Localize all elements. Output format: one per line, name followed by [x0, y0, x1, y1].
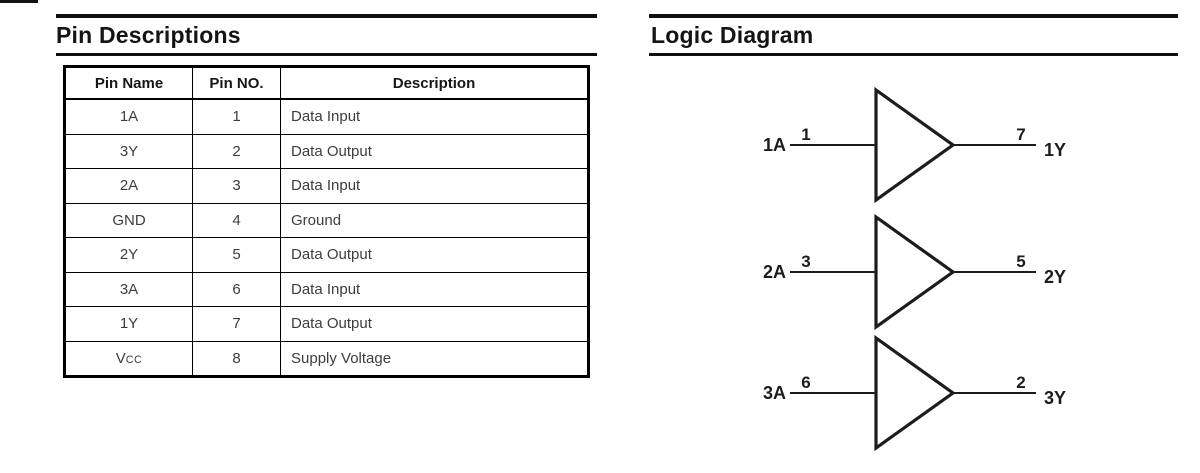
pin-name-cell: GND — [65, 203, 193, 238]
output-pin-number: 7 — [1016, 125, 1026, 144]
pin-name-cell: 2Y — [65, 238, 193, 273]
input-pin-number: 1 — [801, 125, 811, 144]
description-header: Description — [281, 67, 589, 100]
buffer-triangle-icon — [876, 217, 953, 327]
buffer-triangle-icon — [876, 90, 953, 200]
output-label: 2Y — [1044, 267, 1067, 287]
input-label: 3A — [762, 383, 786, 403]
output-label: 1Y — [1044, 140, 1067, 160]
buffer-gate-3 — [763, 338, 1066, 448]
description-cell: Ground — [281, 203, 589, 238]
description-cell: Data Input — [281, 272, 589, 307]
pin-name-subscript: CC — [125, 353, 143, 366]
pin-name-cell: 3A — [65, 272, 193, 307]
logic-diagram-title: Logic Diagram — [651, 22, 814, 48]
description-cell: Data Output — [281, 134, 589, 169]
pin-no-cell: 4 — [193, 203, 281, 238]
pin-descriptions-title: Pin Descriptions — [56, 22, 241, 48]
pin-name-cell: VCC — [65, 341, 193, 377]
pin-no-cell: 5 — [193, 238, 281, 273]
input-pin-number: 3 — [801, 252, 811, 271]
pin-no-cell: 8 — [193, 341, 281, 377]
input-label: 1A — [762, 135, 786, 155]
pin-name-cell: 1Y — [65, 307, 193, 342]
buffer-gate-1 — [763, 90, 1066, 200]
buffer-gate-2 — [763, 217, 1066, 327]
pin-no-cell: 1 — [193, 99, 281, 134]
description-cell: Supply Voltage — [281, 341, 589, 377]
pin-no-cell: 2 — [193, 134, 281, 169]
pin-name-cell: 3Y — [65, 134, 193, 169]
description-cell: Data Output — [281, 307, 589, 342]
pin-no-cell: 6 — [193, 272, 281, 307]
pin-name-header: Pin Name — [65, 67, 193, 100]
input-label: 2A — [762, 262, 786, 282]
description-cell: Data Input — [281, 99, 589, 134]
pin-name-cell: 1A — [65, 99, 193, 134]
pin-no-cell: 3 — [193, 169, 281, 204]
input-pin-number: 6 — [801, 373, 811, 392]
pin-no-cell: 7 — [193, 307, 281, 342]
pin-name-cell: 2A — [65, 169, 193, 204]
output-label: 3Y — [1044, 388, 1067, 408]
pin-no-header: Pin NO. — [193, 67, 281, 100]
description-cell: Data Input — [281, 169, 589, 204]
output-pin-number: 2 — [1016, 373, 1026, 392]
output-pin-number: 5 — [1016, 252, 1026, 271]
description-cell: Data Output — [281, 238, 589, 273]
buffer-triangle-icon — [876, 338, 953, 448]
